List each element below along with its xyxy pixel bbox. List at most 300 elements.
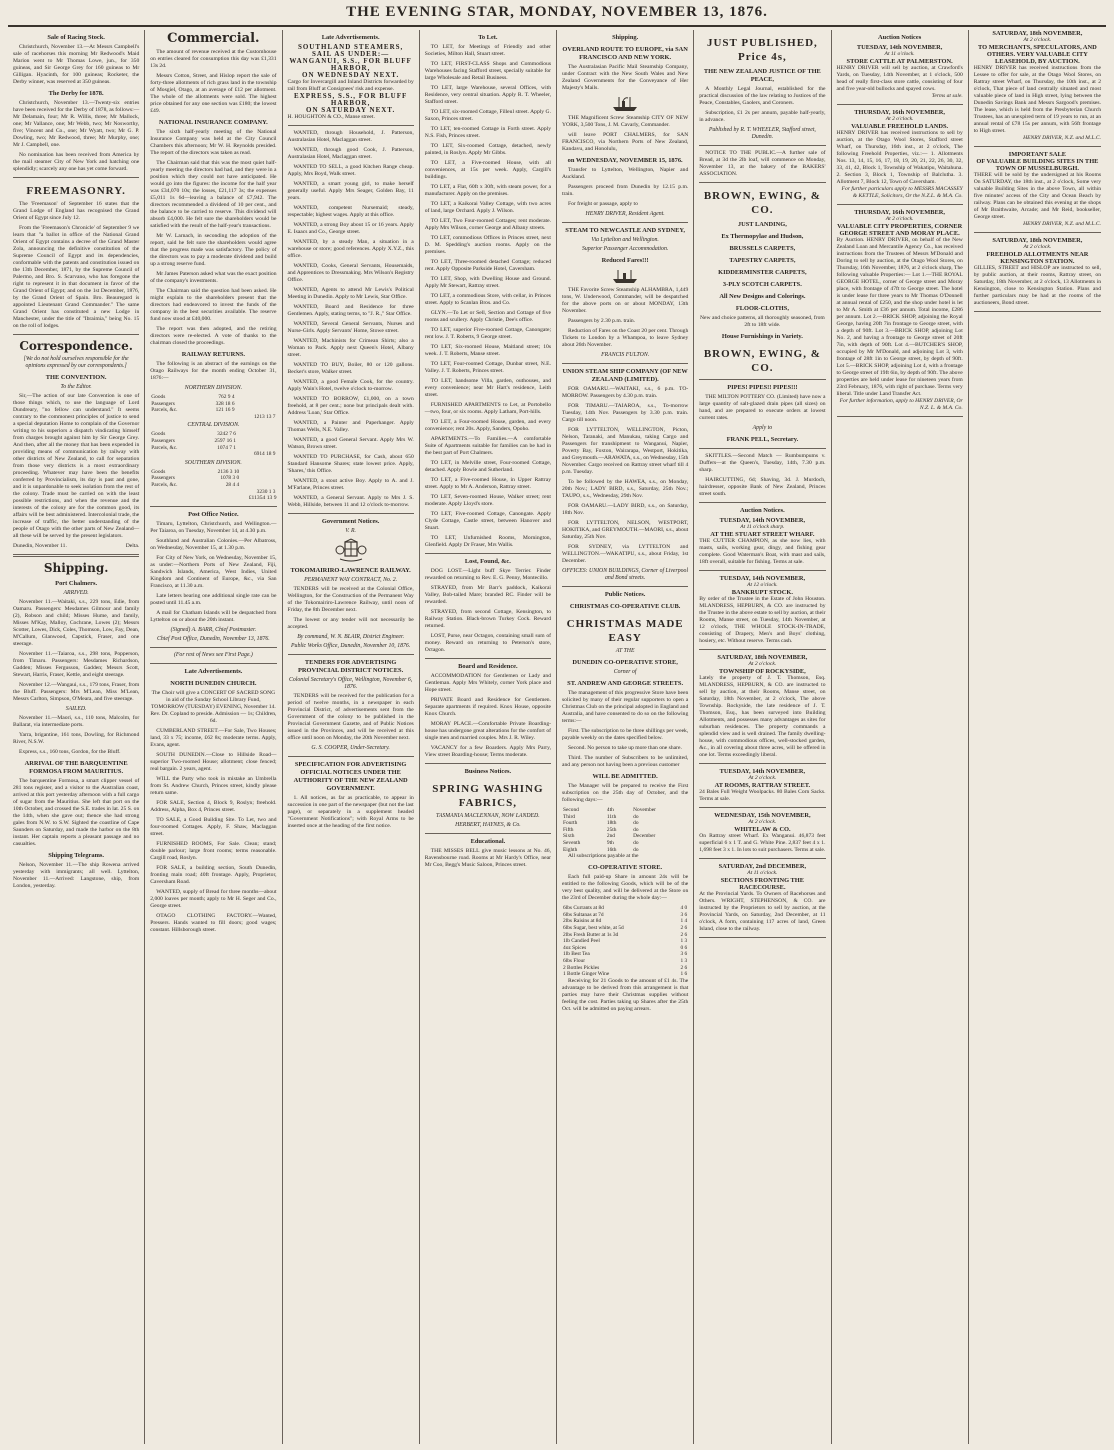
divider xyxy=(699,448,825,449)
coop-schedule-row xyxy=(562,840,688,847)
auction-date: SATURDAY, 2nd DECEMBER, xyxy=(718,863,807,870)
tenders-sign: G. S. COOPER, Under-Secretary. xyxy=(311,745,390,751)
educational-text: THE MISSES BELL give music lessons at No. 46, Ravensbourne road. Rooms at Mr Hardy's Office, near Mr Coo, Begg's Music Saloon, Princes street. xyxy=(424,848,551,868)
govt-title: Government Notices. xyxy=(321,518,380,525)
steamer-1-text: Cargo for Invercargill and Inland Districts forwarded by rail from Bluff at Consignees' risk and expense. xyxy=(287,79,414,92)
tolet-ad: TO LET, a Four-roomed House, garden, and every convenience; rent 20s. Apply, Sanders, Opoho. xyxy=(424,419,551,432)
newcastle-fares: Reduced Fares!!! xyxy=(601,257,649,264)
tolet-ad: TO LET, a Five-roomed House, with all conveniences, at 15s per week. Apply, Cargill's buildings. xyxy=(424,160,551,180)
auction-time: At 2 o'clock. xyxy=(1023,244,1052,250)
divider xyxy=(425,763,551,764)
insurance-text-2: The Chairman said that this was the most quiet half-yearly meeting the directors had had, and they were in a position which they could not have anticipated. He would go into the figures: the income for the half year was £34,070 10s; the losses, £21,117 3s; the expenses £5,011 1s 6d—leaving a balance of £7,942. The directors recommended a dividend of 10 per cent., and the balance to be carried to reserve. This dividend will absorb £4,000. He felt sure the shareholders would be satisfied with the result of the half-year's transactions. xyxy=(150,160,277,229)
coop-schedule-label: Third xyxy=(563,813,575,820)
divider xyxy=(13,177,139,178)
coop-goods-table xyxy=(562,905,688,978)
auction-sign: HENRY DRIVER, N.Z. and M.L.C. xyxy=(1023,221,1101,227)
wanted-ad: WANTED, a good Female Cook, for the country. Apply Wain's Hotel, twelve o'clock to-morrow. xyxy=(287,379,414,392)
tolet-ad: TO LET, a Five-roomed House, in Upper Rattray street. Apply to Mr A. Anderson, Rattray street. xyxy=(424,477,551,490)
convention-text: Sir,—The action of our late Convention is one of those things which, to use the language of Lord Dundreary, "no fellow can understand." It seems contrary to the commonest principles of justice to send a special deputation Home to complain of the Governor writing to his superiors a dispatch vindicating himself from charges brought against him by Sir George Grey. And then, after all the money that has been expended in providing means of communication by railway with other districts of New Zealand, to call for separation from those very districts is a most extraordinary proceeding. Whatever may have been the benefits conferred by Provincialism, its day is past and gone, and it is unpardonable to seek isolation from the rest of the colony. Trade must be carried on with the least possible restrictions, and when the revenue and the interests of the colony are for the common good, its affairs will be best administered. Intercolonial trade, the increase of traffic, the better understanding of the people of Otago with the other parts of New Zealand—all these will be served by the present legislators. xyxy=(13,393,140,539)
auction-headline: BANKRUPT STOCK. xyxy=(731,589,793,596)
brown-item: TAPESTRY CARPETS, xyxy=(729,257,796,264)
overland-title: OVERLAND ROUTE TO EUROPE, via SAN FRANCISCO AND NEW YORK. xyxy=(562,46,688,61)
auction-body: At the Provincial Yards. To Owners of Racehorses and Others. WRIGHT, STEPHENSON, & CO. are instructed by the Proprietors to sell by auction, at the Provincial Yards, on Saturday, 2nd December, at 11 o'clock, A form, containing 117 acres of land, Green Island, close to the railway. xyxy=(699,891,826,932)
auction-date: TUESDAY, 14th NOVEMBER, xyxy=(856,44,943,51)
coop-goods-row xyxy=(562,932,688,939)
coop-goods-row xyxy=(562,971,688,978)
correspondence-title: Correspondence. xyxy=(19,339,133,353)
railway-section-table xyxy=(150,394,276,420)
classified-ad: TO SALE, a Good Building Site. To Let, two and four-roomed Cottages. Apply, F. Shaw, Maclaggan street. xyxy=(150,817,277,838)
tolet-ad: TO LET, ten-roomed Cottage in Forth street. Apply N.S. Fish, Princes street. xyxy=(424,126,551,139)
fourth-page-note: (For rest of News see First Page.) xyxy=(173,652,253,659)
auction-notice xyxy=(837,44,963,100)
railway-value: 328 18 6 xyxy=(215,400,235,407)
divider xyxy=(425,658,551,659)
auction-notice xyxy=(699,768,825,803)
steamship-sign: HENRY DRIVER, Resident Agent. xyxy=(585,211,665,217)
railway-value xyxy=(199,414,235,421)
convention-sign-row xyxy=(13,543,139,550)
railway-row xyxy=(150,469,276,476)
steamship-icon xyxy=(611,267,639,285)
tenders-text-2: TENDERS will be received for the publication for a period of twelve months, in a newspaper in each Provincial District, of advertisements sent from the Government of the colony to be published in the Provincial Government Gazette, and of Public Notices issued in the Provinces, and will be received at this office until noon on Monday, the 20th November next. xyxy=(287,693,414,741)
auction-headline: AT ROOMS, RATTRAY STREET. xyxy=(714,782,811,789)
auction-notice xyxy=(699,654,825,759)
wanted-ad: WANTED, a Painter and Paperhanger. Apply Thomas Wells, N.E. Valley. xyxy=(287,420,414,433)
auction-body: By order of the Trustee in the Estate of John Houston. MLANDRESS, HEPBURN, & CO. are instructed by the Trustee in the above estate to sell by auction, at their Rooms, Manse street, on Tuesday, 14th November, at 12 o'clock, THE WHOLE STOCK-IN-TRADE, consisting of Drapery, Men's and Boys' clothing, hosiery, etc. Without reserve. Terms cash. xyxy=(699,596,826,644)
wanted-ad: WANTED, a smart young girl, to make herself generally useful. Apply Mrs Seager, Golden Bay, 11 years. xyxy=(287,181,414,201)
tolet-ad: TO LET, Six-roomed House, Maitland street; 10s week. J. T. Roberts, Manse street. xyxy=(424,344,551,357)
railway-row xyxy=(150,401,276,408)
auction-headline: VALUABLE FREEHOLD LANDS. xyxy=(851,123,949,130)
coop-goods-item: 6lbs Flour xyxy=(563,957,586,964)
divider xyxy=(974,146,1101,147)
book-text: A Monthly Legal Journal, established for the practical discussion of the law relating to Justices of the Peace, Constables, Gaolers, and Coroners. xyxy=(699,86,826,106)
postoffice-text: Timaru, Lyttelton, Christchurch, and Wellington.—Per Taiaroa, on Tuesday, November 14, at 4.30 p.m. xyxy=(150,521,277,535)
arrived-label: ARRIVED. xyxy=(63,590,89,596)
lost-ad: STRAYED, from second Cottage, Kensington, to Railway Station. Black-brown Turkey Cock. Reward returned. xyxy=(424,609,551,629)
auction-headline: AT THE STUART STREET WHARF. xyxy=(710,531,815,538)
auction-date: TUESDAY, 14th NOVEMBER, xyxy=(719,768,806,775)
classified-ad: FOR SALE, a building section, South Dunedin, fronting main road; 40ft frontage. Apply, Proprietor, Caversham Road. xyxy=(150,865,277,886)
tolet-ad: TO LET, Three-roomed detached Cottage; reduced rent. Apply Opposite Parkside Hotel, Caversham. xyxy=(424,259,551,272)
coop-schedule-day: 16th xyxy=(606,846,617,853)
newcastle-sub: Via Lyttelton and Wellington. xyxy=(591,237,659,243)
union-sailing: FOR LYTTELTON, NELSON, WESTPORT, HOKITIKA, and GREYMOUTH.—MAORI, s.s., about Saturday, 25th Nov. xyxy=(562,520,689,540)
commercial-text-2: Messrs Cotton, Street, and Hislop report the sale of forty-three allotments of rich grass land in the township of Mosgiel, Otago, at an average of £12 per allotment. The whole of the allotments were sold. The highest price obtained for any one section was £180; the lowest £49. xyxy=(150,73,277,114)
tolet-ad: TO LET, FIRST-CLASS Shops and Commodious Warehouses facing Stafford street, specially suitable for large Wholesale and Retail Business. xyxy=(424,61,551,81)
coop-schedule-row xyxy=(562,814,688,821)
divider xyxy=(150,506,276,507)
railway-value xyxy=(198,451,237,458)
railway-label xyxy=(150,489,199,496)
brown-ewing: BROWN, EWING, & CO. xyxy=(703,190,821,216)
column-4 xyxy=(420,30,557,1444)
postoffice-sign: (Signed) A. BARR, Chief Postmaster. xyxy=(170,627,257,634)
divider xyxy=(13,554,139,557)
railway-label: Goods xyxy=(151,431,166,438)
railway-value: 1078 3 0 xyxy=(220,475,240,482)
auction-notice xyxy=(974,151,1101,228)
tolet-ad: TO LET, six-roomed Cottage, Filleul street. Apply G. Saxon, Princes street. xyxy=(424,109,551,122)
book-sign: Published by R. T. WHEELER, Stafford street, Dunedin. xyxy=(708,127,816,140)
divider xyxy=(562,222,688,223)
commercial-text: The amount of revenue received at the Customhouse on entries cleared for consumption this day was £1,331 13s 2d. xyxy=(150,49,277,69)
convention-title: THE CONVENTION. xyxy=(45,374,107,381)
coop-sub: CHRISTMAS MADE EASY xyxy=(566,618,684,644)
railway-row xyxy=(150,445,276,452)
coop-schedule-day: 18th xyxy=(606,820,617,827)
auction-notice xyxy=(699,812,825,854)
union-sailing: To be followed by the HAWEA, s.s., on Monday, 20th Nov.; LADY BIRD, s.s., Saturday, 25th Nov.; TAUPO, s.s., Wednesday, 29th Nov. xyxy=(562,479,689,499)
railway-label: Passengers xyxy=(151,400,175,407)
auction-list xyxy=(699,517,825,938)
auction-notice xyxy=(699,517,825,566)
coop-schedule-month: do xyxy=(633,846,639,853)
auction-headline: TOWNSHIP OF ROCKYSIDE, xyxy=(718,668,806,675)
steamship-text-4: For freight or passage, apply to xyxy=(568,201,638,207)
board-ad: ACCOMMODATION for Gentlemen or Lady and Gentleman. Apply Mrs Whitely, corner York place and Hope street. xyxy=(424,673,551,693)
column-2 xyxy=(145,30,282,1444)
late-title: Late Advertisements. xyxy=(184,668,243,676)
public-notice: NOTICE TO THE PUBLIC.—A further sale of Bread, at 3d the 2lb loaf, will commence on Monday, November 13, at the bakery of the BAKERS' ASSOCIATION. xyxy=(699,150,826,177)
coop-goods-cost: 1 6 xyxy=(680,971,688,978)
book-title: THE NEW ZEALAND JUSTICE OF THE PEACE, xyxy=(703,68,821,83)
railway-title: RAILWAY RETURNS. xyxy=(181,351,245,358)
freemasonry-text: The 'Freemason' of September 16 states that the Grand Lodge of England has recognised the Grand Orient of Egypt since July 12. xyxy=(13,201,140,221)
divider xyxy=(699,182,825,183)
wanted-ad: WANTED TO PURCHASE, for Cash, about 650 Standard Hansome Shares; state lowest price. Apply, 'Shares,' this Office. xyxy=(287,454,414,474)
divider xyxy=(562,363,688,364)
shipping-title: Shipping. xyxy=(43,561,109,575)
railway-label: Parcels, &c. xyxy=(151,444,178,451)
railway-total xyxy=(236,407,277,414)
divider xyxy=(699,379,825,380)
brown-item: All New Designs and Colorings. xyxy=(719,293,806,300)
union-sailing: FOR OAMARU.—LADY BIRD, s.s., on Saturday, 18th Nov. xyxy=(562,503,689,516)
coop-schedule-label: Fifth xyxy=(563,826,574,833)
auction-headline: FREEHOLD ALLOTMENTS NEAR KENSINGTON STATION. xyxy=(986,251,1089,265)
lost-ad: STRAYED, from Mr Barr's paddock, Kaikorai Valley, Bob-tailed Mare; branded RC. Finder will be rewarded. xyxy=(424,585,551,605)
port-title: Port Chalmers. xyxy=(55,580,98,587)
railway-grand-total: £11354 13 9 xyxy=(248,495,277,502)
coop-schedule-label: Eighth xyxy=(563,846,578,853)
railway-row xyxy=(150,431,276,438)
derby-title: The Derby for 1878. xyxy=(48,90,104,97)
coop-store: DUNEDIN CO-OPERATIVE STORE, xyxy=(572,659,678,666)
convention-sign-name: Delta. xyxy=(125,543,140,549)
auction-headline: SECTIONS FRONTING THE RACECOURSE. xyxy=(720,877,805,891)
railway-section-table xyxy=(150,431,276,457)
coop-text-8: Receiving for 21 Goods to the amount of £1 4s. The advantage to be derived from this arrangement is that parties may have their Christmas supplies without feeling the cost. Parties taking up Shares after the 25th Oct. will be admitted on paying arrears. xyxy=(562,977,689,1012)
business-title: Business Notices. xyxy=(464,768,512,775)
railway-row xyxy=(150,475,276,482)
coop-schedule-table xyxy=(562,807,688,853)
coop-text-6: All subscriptions payable at the xyxy=(568,853,639,860)
postoffice-title: Post Office Notice. xyxy=(188,511,239,519)
railway-label xyxy=(150,451,197,458)
newcastle-text: THE Favorite Screw Steamship ALHAMBRA, 1,449 tons, W. Underwood, Commander, will be despatched for the above ports on or about MONDAY, 13th November. xyxy=(562,287,689,314)
masthead: THE EVENING STAR, MONDAY, NOVEMBER 13, 1876. xyxy=(346,4,768,20)
tolet-ad: FURNISHED APARTMENTS to Let, at Portobello—two, four, or six rooms. Apply Latham, Port-hills. xyxy=(424,402,551,415)
convention-sign: Dunedin, November 11. xyxy=(13,543,67,549)
tokomairiro-sub: PERMANENT WAY CONTRACT, No. 2. xyxy=(304,577,398,583)
coop-at: AT THE xyxy=(615,648,635,654)
railway-label: Parcels, &c. xyxy=(151,481,178,488)
tokomairiro-text-2: The lowest or any tender will not necessarily be accepted. xyxy=(287,617,414,630)
steamer-1-name: WANGANUI, S.S., FOR BLUFF HARBOR, xyxy=(289,57,412,72)
railway-value: 28 4 4 xyxy=(225,481,240,488)
auction-body: Lately the property of J. T. Thomson, Esq. MLANDRESS, HEPBURN, & CO. are instructed to sell by auction, at their Rooms, Manse street, on Saturday, 18th November, at 2 o'clock, The above Township. Rockyside, the late residence of J. T. Thomson, Esq., has been surveyed into Building Allotments, and possesses many advantages as sites for suburban residences. The property commands a splendid view and is well drained. The family dwelling-house, with commodious offices, well-stocked garden, &c., in all covering about three acres, will be offered in one lot. Terms exceedingly liberal. xyxy=(699,675,826,758)
divider xyxy=(699,763,825,764)
railway-value: 2597 16 1 xyxy=(214,437,236,444)
classified-ad: CUMBERLAND STREET.—For Sale, Two Houses; land, 33 x 75; income, £62 8s; moderate terms. Apply, Evans, agent. xyxy=(150,728,277,749)
wanted-ad: WANTED, by a steady Man, a situation in a warehouse or store; good references. Apply X.Y.Z., this office. xyxy=(287,239,414,259)
coop-schedule-month: do xyxy=(633,839,639,846)
steamship-text: will leave PORT CHALMERS, for SAN FRANCISCO, via Northern Ports of New Zealand, Kandavu, and Honolulu, xyxy=(562,132,689,152)
railway-table xyxy=(150,385,276,495)
column-5 xyxy=(557,30,694,1444)
auction-date: SATURDAY, 18th NOVEMBER, xyxy=(992,237,1083,244)
coop-text-2: First. The subscription to be three shillings per week, payable weekly on the dates specified below. xyxy=(562,728,689,741)
auction-time: At 12 o'clock. xyxy=(747,582,778,588)
railway-value: 1074 7 1 xyxy=(217,444,236,451)
wanted-ad: WANTED, through good Cook, J. Patterson, Australasian Hotel, Maclaggan street. xyxy=(287,147,414,160)
coop-goods-row xyxy=(562,905,688,912)
steamship-icon xyxy=(611,95,639,113)
wanted-list xyxy=(288,130,414,509)
board-list xyxy=(425,673,551,759)
tolet-ad: TO LET, Two Four-roomed Cottages; rent moderate. Apply Mrs Wilson, corner George and Albany streets. xyxy=(424,218,551,231)
correspondence-note: [We do not hold ourselves responsible for the opinions expressed by our correspondents.] xyxy=(23,356,129,369)
divider xyxy=(699,570,825,571)
wanted-ad: WANTED, a strong Boy about 15 or 16 years. Apply E. Isaacs and Co., George street. xyxy=(287,222,414,235)
board-title: Board and Residence. xyxy=(458,663,518,670)
sailed-text-2: Yarra, brigantine, 161 tons, Dowling, for Richmond River, N.S.W. xyxy=(13,732,140,745)
auction-body: 24 Bales Full Weight Woolpacks. 80 Bales Corn Sacks. Terms at sale. xyxy=(699,789,826,802)
educational-title: Educational. xyxy=(470,838,506,845)
auction-notice xyxy=(837,209,963,412)
coop-text-3: Second. No person to take up more than one share. xyxy=(568,745,682,751)
brown-item: KIDDERMINSTER CARPETS, xyxy=(718,269,807,276)
divider xyxy=(699,858,825,859)
railway-total-row xyxy=(150,489,276,496)
wanted-ad: WANTED, competent Nursemaid; steady, respectable; highest wages. Apply at this office. xyxy=(287,205,414,218)
coop-schedule-day: 11th xyxy=(606,813,617,820)
auction-sign: For further information, apply to HENRY DRIVER, Or N.Z. L. & M.A. Co. xyxy=(839,398,963,411)
pipes-apply: Apply to xyxy=(752,425,773,431)
telegrams-text: Nelson, November 11.—The ship Rowena arrived yesterday with immigrants; all well. Lyttelton, November 11.—Arrived: Langstone, ship, from London, yesterday. xyxy=(13,862,140,889)
steamship-text-2: Transfer to Lyttelton, Wellington, Napier and Auckland. xyxy=(562,167,689,180)
coop-schedule-row xyxy=(562,827,688,834)
columns xyxy=(8,30,1106,1444)
tolet-ad: TO LET, in Melville street, Four-roomed Cottage, detached. Apply Bowie and Sutherland. xyxy=(424,460,551,473)
coop-goods-row xyxy=(562,958,688,965)
union-sailing: FOR LYTTELTON, WELLINGTON, Picton, Nelson, Taranaki, and Manukau, taking Cargo and Passengers for transhipment to Wanganui, Napier, Poverty Bay, Foxton, Wairarapa, Westport, Hokitika, and Greymouth.—ARAWATA, s.s., on Wednesday, 15th November. Cargo received on Rattray street wharf till 4 p.m. Tuesday. xyxy=(562,427,689,475)
railway-label: Passengers xyxy=(151,437,175,444)
wanted-ad: WANTED TO BUY, Boiler, 80 or 120 gallons. Becker's store, Walker street. xyxy=(287,362,414,375)
auction-date: SATURDAY, 18th NOVEMBER, xyxy=(717,654,808,661)
steamship-when: on WEDNESDAY, NOVEMBER 15, 1876. xyxy=(567,157,683,164)
tolet-list xyxy=(425,44,551,549)
auction-list xyxy=(837,44,963,417)
convention-to: To the Editor. xyxy=(60,384,92,390)
wanted-ad: WANTED, Board and Residence for three Gentlemen. Apply, stating terms, to "J. R.," Star Office. xyxy=(287,304,414,317)
coop-goods-item: 6lbs Currants at 8d xyxy=(563,905,604,912)
tolet-ad: TO LET, Shop, with Dwelling House and Ground. Apply Mr Stewart, Rattray street. xyxy=(424,276,551,289)
auction-time: At 2 o'clock. xyxy=(748,775,777,781)
divider xyxy=(699,807,825,808)
railway-value: 762 9 4 xyxy=(218,394,235,400)
tolet-ad: TO LET, a Kaikorai Valley Cottage, with two acres of land, large Orchard. Apply J. Wilson. xyxy=(424,201,551,214)
divider xyxy=(425,553,551,554)
brown-item: BRUSSELS CARPETS, xyxy=(729,245,796,252)
railway-section-name: CENTRAL DIVISION. xyxy=(187,422,240,429)
postoffice-text-3: For City of New York, on Wednesday, November 15, as under:—Northern Ports of New Zealand, Fiji, Sandwich Islands, America, West Indies, United Kingdom and Continent of Europe, &c., via San Francisco, at 11.30 a.m. xyxy=(150,555,277,590)
coop-goods-item: 1lb Best Tea xyxy=(563,951,590,958)
auction-body: HENRY DRIVER will sell by auction, at Crawford's Yards, on Tuesday, 14th November, at 1 o'clock, 500 head of really first-class store cattle, consisting of four and five year-old bullocks and spayed cows. xyxy=(836,65,963,92)
divider xyxy=(837,204,963,205)
auction-time: At 2 o'clock. xyxy=(1023,37,1052,43)
tokomairiro-sign: By command, W. N. BLAIR, District Engineer. xyxy=(297,634,405,640)
tolet-ad: TO LET, Five-roomed Cottage, Canongate. Apply Clyde Cottage, Castle street, between Hanover and Stuart. xyxy=(424,511,551,531)
coop-goods-cost: 4 0 xyxy=(680,905,688,912)
tolet-ad: TO LET, a Flat, 60ft x 30ft, with steam power, for a manufacturer. Apply on the premises. xyxy=(424,184,551,197)
coop-schedule-month: do xyxy=(633,813,639,820)
royal-arms-icon xyxy=(334,537,368,563)
derby-text: Christchurch, November 13.—Twenty-six entries have been received for the Derby of 1878, as follows:—Mr Delamain, four; Mr R. Willis, three; Mr Mallock, one; Mr Vallance, one; Mr Webb, two; Mr Nosworthy, five; Vincent and Co., one; Mr Wyatt, two; Mr G. P. Dowling, two; Mr Redwood, three; Mr Murphy, one; Mr J. Campbell, one. xyxy=(13,100,140,148)
auction-date: IMPORTANT SALE xyxy=(1008,151,1066,158)
divider xyxy=(562,586,688,587)
business-text: TASMANIA MACLENNAN, NOW LANDED. xyxy=(436,813,540,819)
railway-total xyxy=(240,475,276,482)
freemasonry-text-2: From the 'Freemason's Chronicle' of September 9 we learn that "a ballot in office of the National Grand Orient of Egypt contains a decree of the Grand Master Zola, announcing the definitive constitution of the Supreme Council of Egypt and its dependencies, conformable with the patents and constitution issued on the 13th December, 1871, by the Supreme Council of Palermo, and Bro. S. Scarvano, who has foregone the right to represent it in that document in favor of the Grand Orient of Egypt; and on the 1st December, 1876, by the Grand Orient of Spain. Bro. Beauregard is appointed Lieutenant Grand Commander." The same Grand Orient has constituted a new Lodge in Manchester, under the title of "Ibraimia," being No. 15 on the roll of lodges. xyxy=(13,225,140,329)
union-list xyxy=(562,386,688,565)
auction-time: At 11 o'clock. xyxy=(747,870,778,876)
coop-schedule-month: do xyxy=(633,820,639,827)
coop-goods-cost: 2 6 xyxy=(680,964,688,971)
coop-goods-item: 6lbs Sultanas at 7d xyxy=(563,911,604,918)
union-sailing: FOR OAMARU.—WAITAKI, s.s., 6 p.m. TO-MORROW. Passengers by 4.30 p.m. train. xyxy=(562,386,689,399)
auction-time: At 11 o'clock. xyxy=(884,51,915,57)
divider xyxy=(425,833,551,834)
postoffice-text-2: Southland and Australian Colonies.—Per Albatross, on Wednesday, November 15, at 1.30 p.m. xyxy=(150,538,277,552)
coop-goods-item: 2 Bottles Pickles xyxy=(563,964,600,971)
brown-item: Ex Thermopylae and Hudson, xyxy=(721,233,804,240)
wanted-ad: WANTED, Several General Servants, Nurses and Nurse-Girls. Apply Servants' Home, Stowe street. xyxy=(287,321,414,334)
coop-schedule-month: November xyxy=(633,807,656,813)
auction-notice xyxy=(699,575,825,645)
brown-ewing-2: BROWN, EWING, & CO. xyxy=(703,348,821,374)
masthead-rule xyxy=(8,25,1106,27)
coop-schedule-day: 4th xyxy=(606,807,614,813)
divider xyxy=(13,334,139,335)
railway-label: Passengers xyxy=(151,475,175,482)
tolet-ad: TO LET, handsome Villa, garden, outhouses, and every convenience; near Mr Hart's residence, Leith street. xyxy=(424,378,551,398)
wanted-ad: WANTED, Machinists for Crimean Shirts; also a Woman to Pack. Apply next Queen's Hotel, Albany street. xyxy=(287,338,414,358)
coop-goods-cost: 1 4 xyxy=(680,918,688,925)
steamship-text-3: Passengers proceed from Dunedin by 12.15 p.m. train. xyxy=(562,184,689,197)
coop-text-4: Third. The number of Subscribers to be unlimited, and any person not having been a previous customer xyxy=(562,755,689,768)
auction-title: Auction Notices xyxy=(878,34,922,41)
lost-list xyxy=(425,568,551,654)
auction-headline: OF VALUABLE BUILDING SITES IN THE TOWN OF MUSSELBURGH. xyxy=(976,158,1099,172)
coop-goods-item: 2lbs Raisins at 8d xyxy=(563,918,602,925)
divider xyxy=(150,663,276,664)
railway-total xyxy=(236,401,277,408)
coop-title: CHRISTMAS CO-OPERATIVE CLUB. xyxy=(569,603,681,610)
auction-list xyxy=(974,30,1101,312)
arrived-text-2: November 11.—Taiaroa, s.s., 298 tons, Popperson, from Timaru. Passengers: Mesdames Richardson, Gadden; Misses Fergusson, Gadden; Messrs Scott, Stewart, Harris, Fraser, Kettle, and eight steerage. xyxy=(13,651,140,678)
steamer-2-name: EXPRESS, S.S., FOR BLUFF HARBOR, xyxy=(293,92,408,107)
auction-headline: TO MERCHANTS, SPECULATORS, AND OTHERS. VERY VALUABLE CITY LEASEHOLD, BY AUCTION. xyxy=(977,44,1097,65)
shipping-title: Shipping. xyxy=(612,34,639,41)
coop-schedule-label: Second xyxy=(563,807,579,813)
union-title: UNION STEAM SHIP COMPANY (OF NEW ZEALAND (LIMITED). xyxy=(562,368,688,383)
auction-date: SATURDAY, 18th NOVEMBER, xyxy=(992,30,1083,37)
public-title: Public Notices. xyxy=(604,591,646,598)
church-title: NORTH DUNEDIN CHURCH. xyxy=(170,680,257,688)
just-published: JUST PUBLISHED, Price 4s, xyxy=(706,37,818,63)
postoffice-text-4: Late letters bearing one additional single rate can be posted until 11.45 a.m. xyxy=(150,593,277,607)
divider xyxy=(150,647,276,648)
auction-time: At 11 o'clock sharp. xyxy=(740,524,785,530)
railway-label: Goods xyxy=(151,468,166,475)
coop-schedule-day: 9th xyxy=(606,839,614,846)
lost-ad: LOST, Purse, near Octagon, containing small sum of money. Reward on returning to Peterson's store, Octagon. xyxy=(424,633,551,653)
railway-total xyxy=(240,482,276,489)
auction-date: WEDNESDAY, 15th NOVEMBER, xyxy=(714,812,811,819)
racing-title: Sale of Racing Stock. xyxy=(47,34,105,41)
insurance-text-3: Mr W. Larnach, in seconding the adoption of the report, said he felt sure the shareholders would agree that the progress made was satisfactory. The policy of the directors was to pay a moderate dividend and build up a strong reserve fund. xyxy=(150,233,277,267)
spec-title: SPECIFICATION FOR ADVERTISING OFFICIAL NOTICES UNDER THE AUTHORITY OF THE NEW ZEALAND GOVERNMENT. xyxy=(293,761,408,792)
coop-goods-row xyxy=(562,945,688,952)
railway-total-row xyxy=(150,451,276,458)
divider xyxy=(699,649,825,650)
auction-body: HENRY DRIVER has received instructions from the Lessee to offer for sale, at the Otago Wool Stores, on Rattray street Wharf, on Thursday, the 10th inst., at 2 o'clock, That piece of land centrally situated and most valuable piece of land in High street, lying between the Dunedin Savings Bank and Messrs Sargood's premises. The lease, which is held from the Presbyterian Church Trustees, has an unexpired term of 19 years to run, at an annual rental of £78 15s per annum, with 56ft frontage to High street. xyxy=(973,65,1101,134)
arrived-text: November 11.—Waitaki, s.s., 229 tons, Edie, from Oamaru. Passengers: Mesdames Gilmour and family (2), Robson and child; Misses Hume, and family, Misses M'Kay, Malloy, Cochrane, Lowes (2); Messrs Scotter, Lowes, Dick, Coles, Thomson, Low, Fay, Dean, M'Callum, Glanwood, Capstick, Fraser, and one steerage. xyxy=(13,599,140,647)
union-sailing: FOR TIMARU.—TAIAROA, s.s., To-morrow Tuesday, 14th Nov. Passengers by 3.30 p.m. train. Cargo till noon. xyxy=(562,403,689,423)
railway-grand-total-row xyxy=(150,495,276,502)
column-1 xyxy=(8,30,145,1444)
coop-goods-cost: 0 6 xyxy=(680,944,688,951)
railway-label: Goods xyxy=(151,394,166,400)
divider xyxy=(288,654,414,655)
coop-goods-cost: 1 3 xyxy=(680,957,688,964)
arrival-title: ARRIVAL OF THE BARQUENTINE FORMOSA FROM MAURITIUS. xyxy=(24,760,128,775)
coop-schedule-row xyxy=(562,833,688,840)
brown-item: 3-PLY SCOTCH CARPETS. xyxy=(722,281,802,288)
overland-text: The Australasian Pacific Mail Steamship Company, under Contract with the New South Wales and New Zealand Governments for the Conveyance of Her Majesty's Mails. xyxy=(562,64,689,91)
postoffice-sign-2: Chief Post Office, Dunedin, November 13, 1876. xyxy=(157,636,270,643)
tokomairiro-text: TENDERS will be received at the Colonial Office, Wellington, for the Construction of the Permanent Way of the Tokomairiro-Lawrence Railway, until noon of Friday, the 8th December next. xyxy=(287,586,414,613)
railway-total xyxy=(237,445,277,452)
coop-goods-item: 1lb Candied Peel xyxy=(563,938,600,945)
railway-label xyxy=(150,414,199,421)
railway-row xyxy=(150,407,276,414)
auction-body: On Rattray street Wharf. Ex Wanganui. 46,873 feet superficial 6 x 1 T. and G. White Pine. 2,837 feet 4 x 1. 1,698 feet 3 x 1. In lots to suit purchasers. Terms at sale. xyxy=(699,833,826,853)
classified-ad: WANTED, supply of Bread for three months—about 2,000 loaves per month; apply to Mr H. Seger and Co., George street. xyxy=(150,889,277,910)
coop-schedule-day: 25th xyxy=(606,826,617,833)
coop-schedule-row xyxy=(562,847,688,854)
newcastle-title: STEAM TO NEWCASTLE AND SYDNEY, xyxy=(565,227,685,234)
lost-ad: DOG LOST.—Light buff Skye Terrier. Finder rewarded on returning to Rev. E. G. Penny, Montecillo. xyxy=(424,568,551,581)
business-headline: SPRING WASHING FABRICS, xyxy=(432,783,544,809)
auction-body: THE CUTTER CHAMPION, as she now lies, with masts, sails, working gear, dingy, and fishing gear complete. Good Waterman's Boat, with mast and sails, 18ft overall, suitable for fishing. Terms at sale. xyxy=(699,538,826,565)
divider xyxy=(974,311,1101,312)
coop-goods-row xyxy=(562,951,688,958)
railway-total xyxy=(237,438,277,445)
